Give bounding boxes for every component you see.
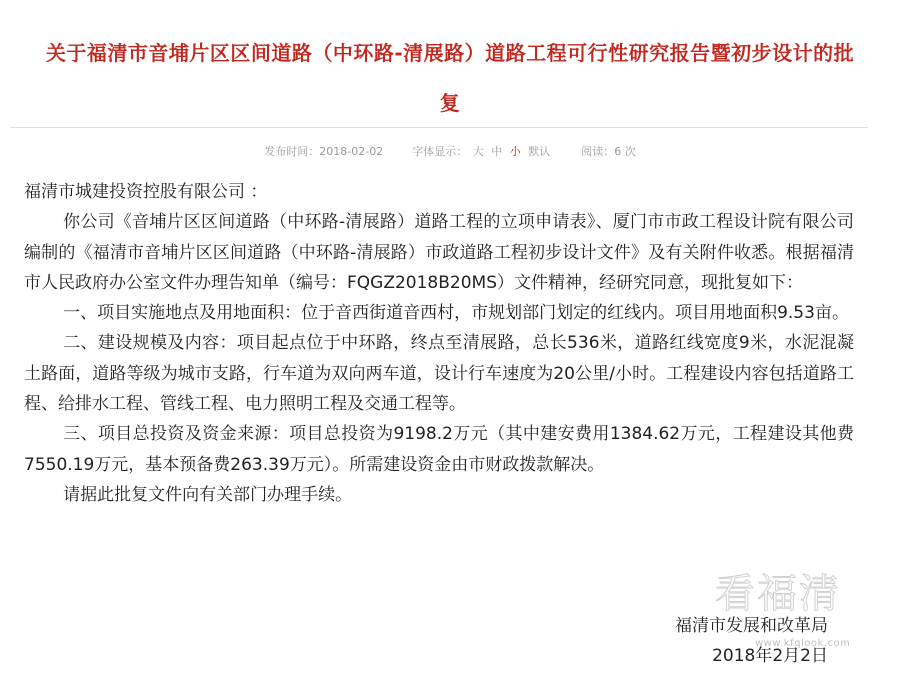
paragraph-scale: 二、建设规模及内容：项目起点位于中环路，终点至清展路，总长536米，道路红线宽度9米，水泥混凝土路面，道路等级为城市支路，行车道为双向两车道，设计行车速度为20公里/小时。工程建设内容包括道路工程、给排水工程、管线工程、电力照明工程及交通工程等。 <box>24 333 854 415</box>
issue-date: 2018年2月2日 <box>712 646 828 666</box>
publish-date: 发布时间：2018-02-02 <box>264 145 384 158</box>
article-title-line-2: 复 <box>439 91 461 115</box>
salutation: 福清市城建投资控股有限公司 ： <box>24 182 268 202</box>
watermark-url: www.kfqlook.com <box>755 638 851 649</box>
issuing-organization: 福清市发展和改革局 <box>675 616 828 636</box>
paragraph-investment: 三、项目总投资及资金来源：项目总投资为9198.2万元（其中建安费用1384.62万元，工程建设其他费7550.19万元，基本预备费263.39万元）。所需建设资金由市财政拨款解决。 <box>24 424 854 475</box>
read-count: 阅读：6 次 <box>581 145 636 158</box>
signature-block <box>675 611 828 671</box>
article-meta-bar <box>0 142 900 162</box>
paragraph-closing: 请据此批复文件向有关部门办理手续。 <box>63 484 353 505</box>
font-size-small-link[interactable]: 小 <box>509 145 521 158</box>
article-body <box>24 177 854 510</box>
watermark-logo-text: 看福清 <box>715 571 841 617</box>
paragraph-intro: 你公司《音埔片区区间道路（中环路-清展路）道路工程的立项申请表》、厦门市市政工程设计院有限公司编制的《福清市音埔片区区间道路（中环路-清展路）市政道路工程初步设计文件》及有关附件收悉。根据福清市人民政府办公室文件办理告知单（编号：FQGZ2018B20MS）文件精神，经研究同意，现批复如下： <box>24 212 854 293</box>
article-title <box>10 28 890 128</box>
font-size-large-link[interactable]: 大 <box>472 145 484 158</box>
title-divider <box>10 127 868 128</box>
font-size-medium-link[interactable]: 中 <box>491 145 503 158</box>
font-size-label: 字体显示： <box>412 145 468 158</box>
font-size-default-link[interactable]: 默认 <box>528 145 551 158</box>
paragraph-location: 一、项目实施地点及用地面积：位于音西街道音西村，市规划部门划定的红线内。项目用地面积9.53亩。 <box>63 303 849 324</box>
article-title-line-1: 关于福清市音埔片区区间道路（中环路-清展路）道路工程可行性研究报告暨初步设计的批 <box>45 41 855 65</box>
